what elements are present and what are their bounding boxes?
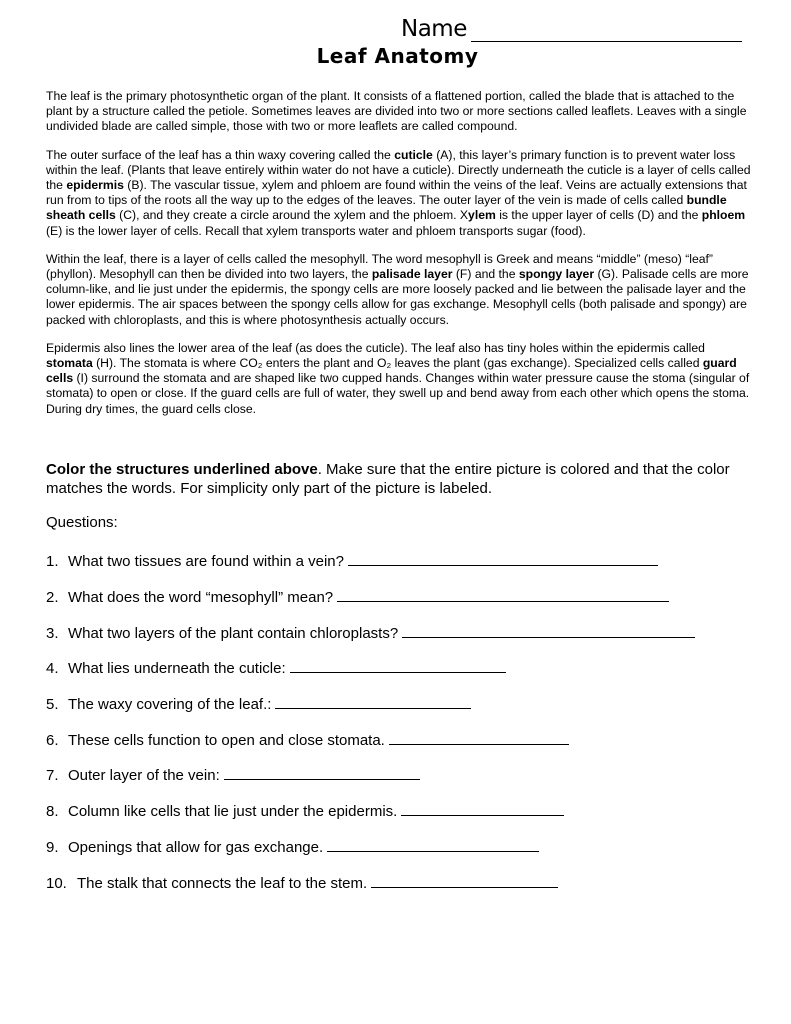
text-run: (G). Palisade cells are more column-like, and lie just under the epidermis, the spongy cells are more loosely packed and lie between the palisade layer and the lower epidermis. The air spaces between the spongy cells allow for gas exchange. Mesophyll cells (both palisade and spongy) are packed with chloroplasts, and this is where photosynthesis actually occurs. xyxy=(46,267,749,327)
question-text: The stalk that connects the leaf to the stem. xyxy=(77,875,368,892)
question-number: 8. xyxy=(46,803,59,820)
question-number: 9. xyxy=(46,839,59,856)
text-run: The outer surface of the leaf has a thin waxy covering called the xyxy=(46,147,395,162)
question-number: 3. xyxy=(46,625,59,642)
question-text: What does the word “mesophyll” mean? xyxy=(68,589,334,606)
answer-blank[interactable] xyxy=(348,551,658,566)
text-run: (B). The vascular tissue, xylem and phloem are found within the veins of the leaf. Veins are actually extensions that run from to tips of the roots all the way up to the edges of the leaves. The outer layer of the vein is made of cells called xyxy=(46,178,747,208)
text-run: (I) surround the stomata and are shaped like two cupped hands. Changes within water pressure cause the stoma (singular of stomata) to open or close. If the guard cells are full of water, they swell up and bend away from each other which opens the stoma. During dry times, the guard cells close. xyxy=(46,371,750,416)
question-1 xyxy=(46,551,658,570)
name-label: Name xyxy=(401,16,467,42)
question-number: 2. xyxy=(46,589,59,606)
answer-blank[interactable] xyxy=(275,694,471,709)
question-3 xyxy=(46,623,695,642)
answer-blank[interactable] xyxy=(389,730,569,745)
text-run: Epidermis also lines the lower area of the leaf (as does the cuticle). The leaf also has tiny holes within the epidermis called xyxy=(46,340,705,355)
answer-blank[interactable] xyxy=(401,801,564,816)
question-6 xyxy=(46,730,569,749)
question-10 xyxy=(46,873,558,892)
text-run: is the upper layer of cells (D) and the xyxy=(495,208,702,223)
question-text: These cells function to open and close stomata. xyxy=(68,732,385,749)
key-term: stomata xyxy=(46,356,93,371)
key-term: palisade layer xyxy=(371,267,453,282)
text-run: (C), and they create a circle around the xylem and the phloem. X xyxy=(115,208,469,223)
question-text: What two layers of the plant contain chloroplasts? xyxy=(68,625,399,642)
question-9 xyxy=(46,837,539,856)
text-run: (A), this layer’s primary function is to prevent water loss within the leaf. (Plants that leave entirely within water do not have a cuticle). Directly underneath the cuticle is a layer of cells called the xyxy=(46,147,751,193)
question-number: 4. xyxy=(46,660,59,677)
key-term: bundle sheath cells xyxy=(46,193,727,223)
question-text: What lies underneath the cuticle: xyxy=(68,660,286,677)
instruction-bold: Color the structures underlined above xyxy=(46,461,318,478)
key-term: ylem xyxy=(468,208,496,223)
paragraph-intro xyxy=(46,89,752,135)
question-number: 7. xyxy=(46,767,59,784)
answer-blank[interactable] xyxy=(327,837,539,852)
question-number: 1. xyxy=(46,553,59,570)
question-text: What two tissues are found within a vein? xyxy=(68,553,344,570)
question-text: Openings that allow for gas exchange. xyxy=(68,839,324,856)
name-field[interactable] xyxy=(401,16,743,46)
key-term: phloem xyxy=(701,208,746,223)
paragraph-cuticle-epidermis xyxy=(46,148,752,239)
instruction-rest: . Make sure that the entire picture is colored and that the color matches the words. For simplicity only part of the picture is labeled. xyxy=(46,461,730,497)
name-blank-line[interactable] xyxy=(471,41,742,42)
question-8 xyxy=(46,801,564,820)
question-text: Column like cells that lie just under the epidermis. xyxy=(68,803,398,820)
question-number: 5. xyxy=(46,696,59,713)
questions-heading: Questions: xyxy=(46,514,118,531)
page-title: Leaf Anatomy xyxy=(316,44,479,68)
coloring-instructions xyxy=(46,460,746,498)
question-number: 10. xyxy=(46,875,67,892)
question-number: 6. xyxy=(46,732,59,749)
paragraph-mesophyll xyxy=(46,252,752,328)
question-2 xyxy=(46,587,669,606)
key-term: spongy layer xyxy=(518,267,595,282)
reading-passage xyxy=(46,89,752,430)
question-7 xyxy=(46,765,420,784)
text-run: Within the leaf, there is a layer of cells called the mesophyll. The word mesophyll is Greek and means “middle” (meso) “leaf” (phyllon). Mesophyll can then be divided into two layers, the xyxy=(46,251,713,282)
key-term: epidermis xyxy=(66,178,124,193)
paragraph-stomata xyxy=(46,341,752,417)
text-run: (E) is the lower layer of cells. Recall that xylem transports water and phloem transports sugar (food). xyxy=(46,223,586,238)
question-text: The waxy covering of the leaf.: xyxy=(68,696,272,713)
answer-blank[interactable] xyxy=(337,587,669,602)
question-4 xyxy=(46,658,506,677)
key-term: cuticle xyxy=(394,147,433,162)
answer-blank[interactable] xyxy=(224,765,420,780)
text-run: The leaf is the primary photosynthetic organ of the plant. It consists of a flattened portion, called the blade that is attached to the plant by a structure called the petiole. Sometimes leaves are divided into two or more sections called leaflets. Leaves with a single undivided blade are called simple, those with two or more leaflets are called compound. xyxy=(46,89,747,134)
key-term: guard cells xyxy=(46,356,737,386)
text-run: (H). The stomata is where CO₂ enters the plant and O₂ leaves the plant (gas exchange). Specialized cells called xyxy=(92,356,703,371)
question-5 xyxy=(46,694,471,713)
answer-blank[interactable] xyxy=(402,623,695,638)
question-text: Outer layer of the vein: xyxy=(68,767,220,784)
text-run: (F) and the xyxy=(452,267,519,282)
answer-blank[interactable] xyxy=(290,658,506,673)
answer-blank[interactable] xyxy=(371,873,558,888)
